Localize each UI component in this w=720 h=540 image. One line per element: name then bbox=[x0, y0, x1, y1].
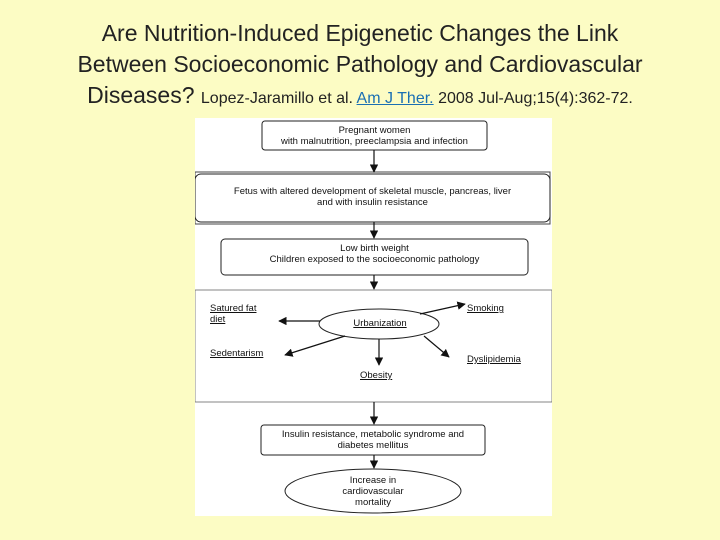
oval-line3: mortality bbox=[355, 497, 391, 508]
title-line-2: Between Socioeconomic Pathology and Cardiovascular bbox=[77, 51, 643, 77]
citation-authors: Lopez-Jaramillo et al. bbox=[200, 90, 353, 107]
oval-final-text bbox=[285, 475, 461, 508]
title-line-1: Are Nutrition-Induced Epigenetic Changes the Link bbox=[101, 20, 619, 46]
label-smoking: Smoking bbox=[467, 303, 504, 314]
oval-line1: Increase in bbox=[349, 475, 397, 486]
box-insulin-resistance-text bbox=[261, 429, 485, 451]
box1-line1: Pregnant women bbox=[338, 125, 411, 136]
label-sedentarism: Sedentarism bbox=[210, 348, 264, 359]
box2-line2: and with insulin resistance bbox=[317, 197, 428, 208]
box2-line1: Fetus with altered development of skeletal muscle, pancreas, liver bbox=[233, 186, 512, 197]
box3-line2: Children exposed to the socioeconomic pathology bbox=[269, 254, 480, 265]
label-urbanization: Urbanization bbox=[353, 318, 407, 329]
citation-journal-link[interactable]: Am J Ther. bbox=[356, 90, 434, 107]
box4-line1: Insulin resistance, metabolic syndrome and bbox=[281, 429, 465, 440]
title-line-3 bbox=[0, 80, 720, 114]
satured-fat-line1: Satured fat bbox=[210, 303, 257, 314]
box-pregnant-women-text bbox=[262, 125, 487, 147]
slide-title bbox=[0, 18, 720, 114]
citation-details: 2008 Jul-Aug;15(4):362-72. bbox=[438, 90, 633, 107]
citation bbox=[201, 90, 633, 107]
label-satured-fat bbox=[210, 304, 256, 325]
box1-line2: with malnutrition, preeclampsia and infection bbox=[281, 136, 468, 147]
title-line-3-main: Diseases? bbox=[87, 82, 195, 108]
oval-line2: cardiovascular bbox=[342, 486, 404, 497]
satured-fat-line2: diet bbox=[210, 313, 226, 325]
label-obesity: Obesity bbox=[360, 370, 393, 381]
box3-line1: Low birth weight bbox=[340, 243, 409, 254]
box-fetus-text bbox=[195, 186, 550, 208]
label-dyslipidemia: Dyslipidemia bbox=[467, 354, 521, 365]
flowchart-figure bbox=[195, 118, 552, 516]
box4-line2: diabetes mellitus bbox=[337, 440, 409, 451]
box-low-birth-weight-text bbox=[221, 243, 528, 265]
